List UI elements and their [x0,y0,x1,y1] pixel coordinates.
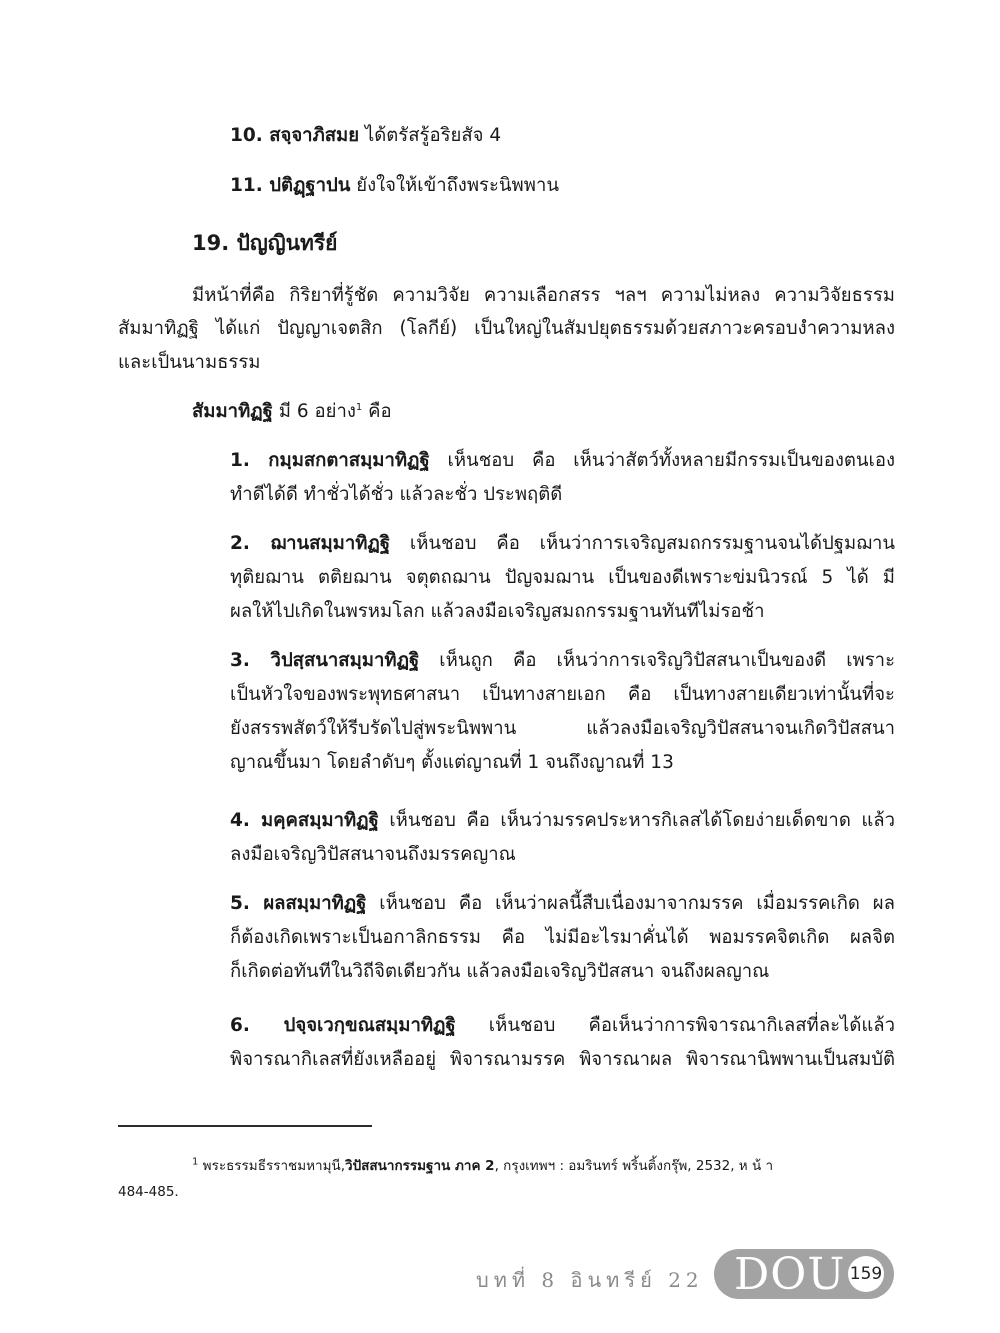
list-item-text: เห็นชอบ คือ เห็นว่าสัตว์ทั้งหลายมีกรรมเป็นของตนเอง [429,450,895,471]
list-item-line: เป็นหัวใจของพระพุทธศาสนา เป็นทางสายเอก คือ เป็นทางสายเดียวเท่านั้นที่จะ [230,684,895,705]
footnote [192,1157,773,1175]
list-item-line: ทุติยฌาน ตติยฌาน จตุตถฌาน ปัญจมฌาน เป็นของดีเพราะข่มนิวรณ์ 5 ได้ มี [230,567,895,588]
list-item-6 [230,1014,895,1038]
chapter-footer: บทที่ 8 อินทรีย์ 22 [476,1268,704,1292]
sammaditthi-intro [192,400,392,424]
list-item-line: ก็ต้องเกิดเพราะเป็นอกาลิกธรรม คือ ไม่มีอะไรมาคั่นได้ พอมรรคจิตเกิด ผลจิต [230,927,895,948]
list-item-label: 6. ปจฺจเวกฺขณสมฺมาทิฏฐิ [230,1015,456,1036]
dou-badge [714,1249,894,1299]
footnote-author: พระธรรมธีรราชมหามุนี, [198,1158,345,1174]
footnote-ref: 1 [355,401,363,413]
list-item-line: ยังสรรพสัตว์ให้รีบรัดไปสู่พระนิพพาน แล้วลงมือเจริญวิปัสสนาจนเกิดวิปัสสนา [230,718,895,739]
dou-logo: DOU [734,1249,846,1300]
intro-label: สัมมาทิฏฐิ [192,401,273,422]
page-number: 159 [848,1256,884,1292]
item-11-label: 11. ปติฏฺฐาปน [230,175,351,196]
paragraph-line: และเป็นนามธรรม [118,352,261,373]
item-11 [230,174,559,198]
list-item-2 [230,532,895,556]
intro-text: มี 6 อย่าง [272,401,356,422]
list-item-line: ญาณขึ้นมา โดยลำดับๆ ตั้งแต่ญาณที่ 1 จนถึงญาณที่ 13 [230,752,674,773]
list-item-4 [230,809,895,833]
item-11-text: ยังใจให้เข้าถึงพระนิพพาน [350,175,559,196]
footnote-mark: 1 [192,1156,199,1168]
list-item-label: 1. กมฺมสกตาสมฺมาทิฏฐิ [230,450,430,471]
list-item-text: เห็นถูก คือ เห็นว่าการเจริญวิปัสสนาเป็นของดี เพราะ [419,650,896,671]
list-item-label: 5. ผลสมฺมาทิฏฐิ [230,893,367,914]
paragraph-line: มีหน้าที่คือ กิริยาที่รู้ชัด ความวิจัย ความเลือกสรร ฯลฯ ความไม่หลง ความวิจัยธรรม [192,285,895,306]
paragraph-line: สัมมาทิฏฐิ ได้แก่ ปัญญาเจตสิก (โลกีย์) เป็นใหญ่ในสัมปยุตธรรมด้วยสภาวะครอบงำความหลง [118,318,895,339]
list-item-label: 2. ฌานสมฺมาทิฏฐิ [230,533,391,554]
list-item-label: 3. วิปสฺสนาสมฺมาทิฏฐิ [230,650,420,671]
item-10 [230,124,501,148]
section-heading: 19. ปัญญินทรีย์ [192,231,338,255]
list-item-1 [230,449,895,473]
list-item-line: ผลให้ไปเกิดในพรหมโลก แล้วลงมือเจริญสมถกรรมฐานทันทีไม่รอช้า [230,601,765,622]
intro-tail: คือ [362,401,392,422]
list-item-3 [230,649,895,673]
footnote-pages: 484-485. [118,1184,179,1200]
list-item-text: เห็นชอบ คือ เห็นว่าผลนี้สืบเนื่องมาจากมรรค เมื่อมรรคเกิด ผล [366,893,895,914]
footnote-publisher: , กรุงเทพฯ : อมรินทร์ พริ้นติ้งกรุ๊พ, 2532, ห น้ า [494,1158,774,1174]
item-10-text: ได้ตรัสรู้อริยสัจ 4 [359,125,502,146]
list-item-line: ทำดีได้ดี ทำชั่วได้ชั่ว แล้วละชั่ว ประพฤติดี [230,484,563,505]
list-item-line: ลงมือเจริญวิปัสสนาจนถึงมรรคญาณ [230,844,516,865]
list-item-text: เห็นชอบ คือ เห็นว่ามรรคประหารกิเลสได้โดยง่ายเด็ดขาด แล้ว [378,810,895,831]
list-item-5 [230,892,895,916]
list-item-line: พิจารณากิเลสที่ยังเหลืออยู่ พิจารณามรรค พิจารณาผล พิจารณานิพพานเป็นสมบัติ [230,1049,895,1070]
list-item-text: เห็นชอบ คือ เห็นว่าการเจริญสมถกรรมฐานจนได้ปฐมฌาน [390,533,896,554]
list-item-text: เห็นชอบ คือเห็นว่าการพิจารณากิเลสที่ละได้แล้ว [455,1015,895,1036]
item-10-label: 10. สจฺจาภิสมย [230,125,360,146]
list-item-label: 4. มคฺคสมฺมาทิฏฐิ [230,810,379,831]
footnote-divider [118,1125,372,1127]
footnote-title: วิปัสสนากรรมฐาน ภาค 2 [345,1158,495,1174]
list-item-line: ก็เกิดต่อทันทีในวิถีจิตเดียวกัน แล้วลงมือเจริญวิปัสสนา จนถึงผลญาณ [230,961,770,982]
